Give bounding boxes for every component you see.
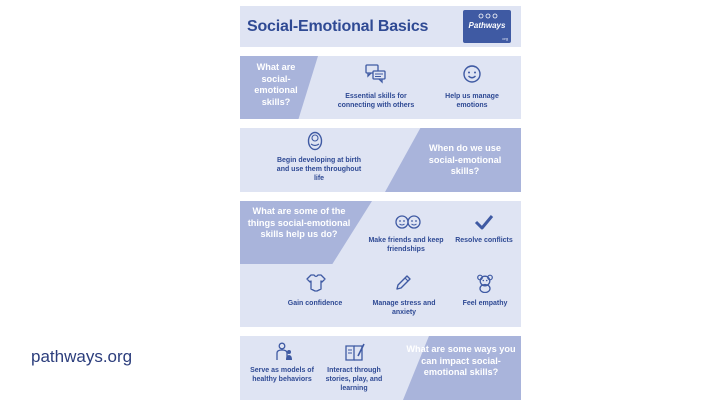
teddy-bear-icon [475, 274, 495, 293]
question-ways-impact-skills: What are some ways you can impact social-emotional skills? [406, 344, 516, 377]
question-what-are-skills: What are social-emotional skills? [254, 62, 298, 107]
chat-bubbles-icon [365, 64, 387, 84]
item-resolve-conflicts: Resolve conflicts [455, 237, 513, 244]
two-faces-icon [395, 213, 421, 231]
section-ways-impact-skills [240, 336, 521, 400]
item-manage-stress: Manage stress and anxiety [372, 300, 436, 316]
item-make-friends: Make friends and keep friendships [368, 237, 444, 253]
section-what-skills-help-do [240, 201, 521, 327]
pencil-icon [394, 274, 412, 292]
item-interact-through: Interact through stories, play, and learning [325, 367, 383, 392]
infographic-header [240, 6, 521, 47]
baby-icon [307, 131, 323, 151]
onesie-icon [306, 274, 326, 292]
infographic [240, 0, 522, 405]
item-connecting: Essential skills for connecting with others [337, 93, 415, 109]
logo-text: Pathways [468, 21, 506, 30]
question-when-use-skills: When do we use social-emotional skills? [428, 143, 502, 176]
item-feel-empathy: Feel empathy [462, 300, 508, 307]
book-icon [344, 342, 366, 362]
section-when-use-skills [240, 128, 521, 192]
item-birth-throughout-life: Begin developing at birth and use them throughout life [276, 157, 362, 182]
item-gain-confidence: Gain confidence [287, 300, 343, 307]
logo-subtext: org [502, 36, 508, 41]
item-serve-as-models: Serve as models of healthy behaviors [250, 367, 314, 383]
kids-icon [477, 13, 499, 21]
question-what-skills-help-do: What are some of the things social-emotional skills help us do? [247, 206, 351, 239]
page-title: Social-Emotional Basics [247, 18, 429, 35]
checkmark-icon [474, 213, 494, 231]
site-url: pathways.org [31, 347, 133, 366]
parent-child-icon [275, 342, 293, 362]
section-what-are-skills [240, 56, 521, 119]
happy-face-icon [462, 64, 482, 84]
item-manage-emotions: Help us manage emotions [445, 93, 499, 109]
pathways-logo [463, 10, 511, 43]
